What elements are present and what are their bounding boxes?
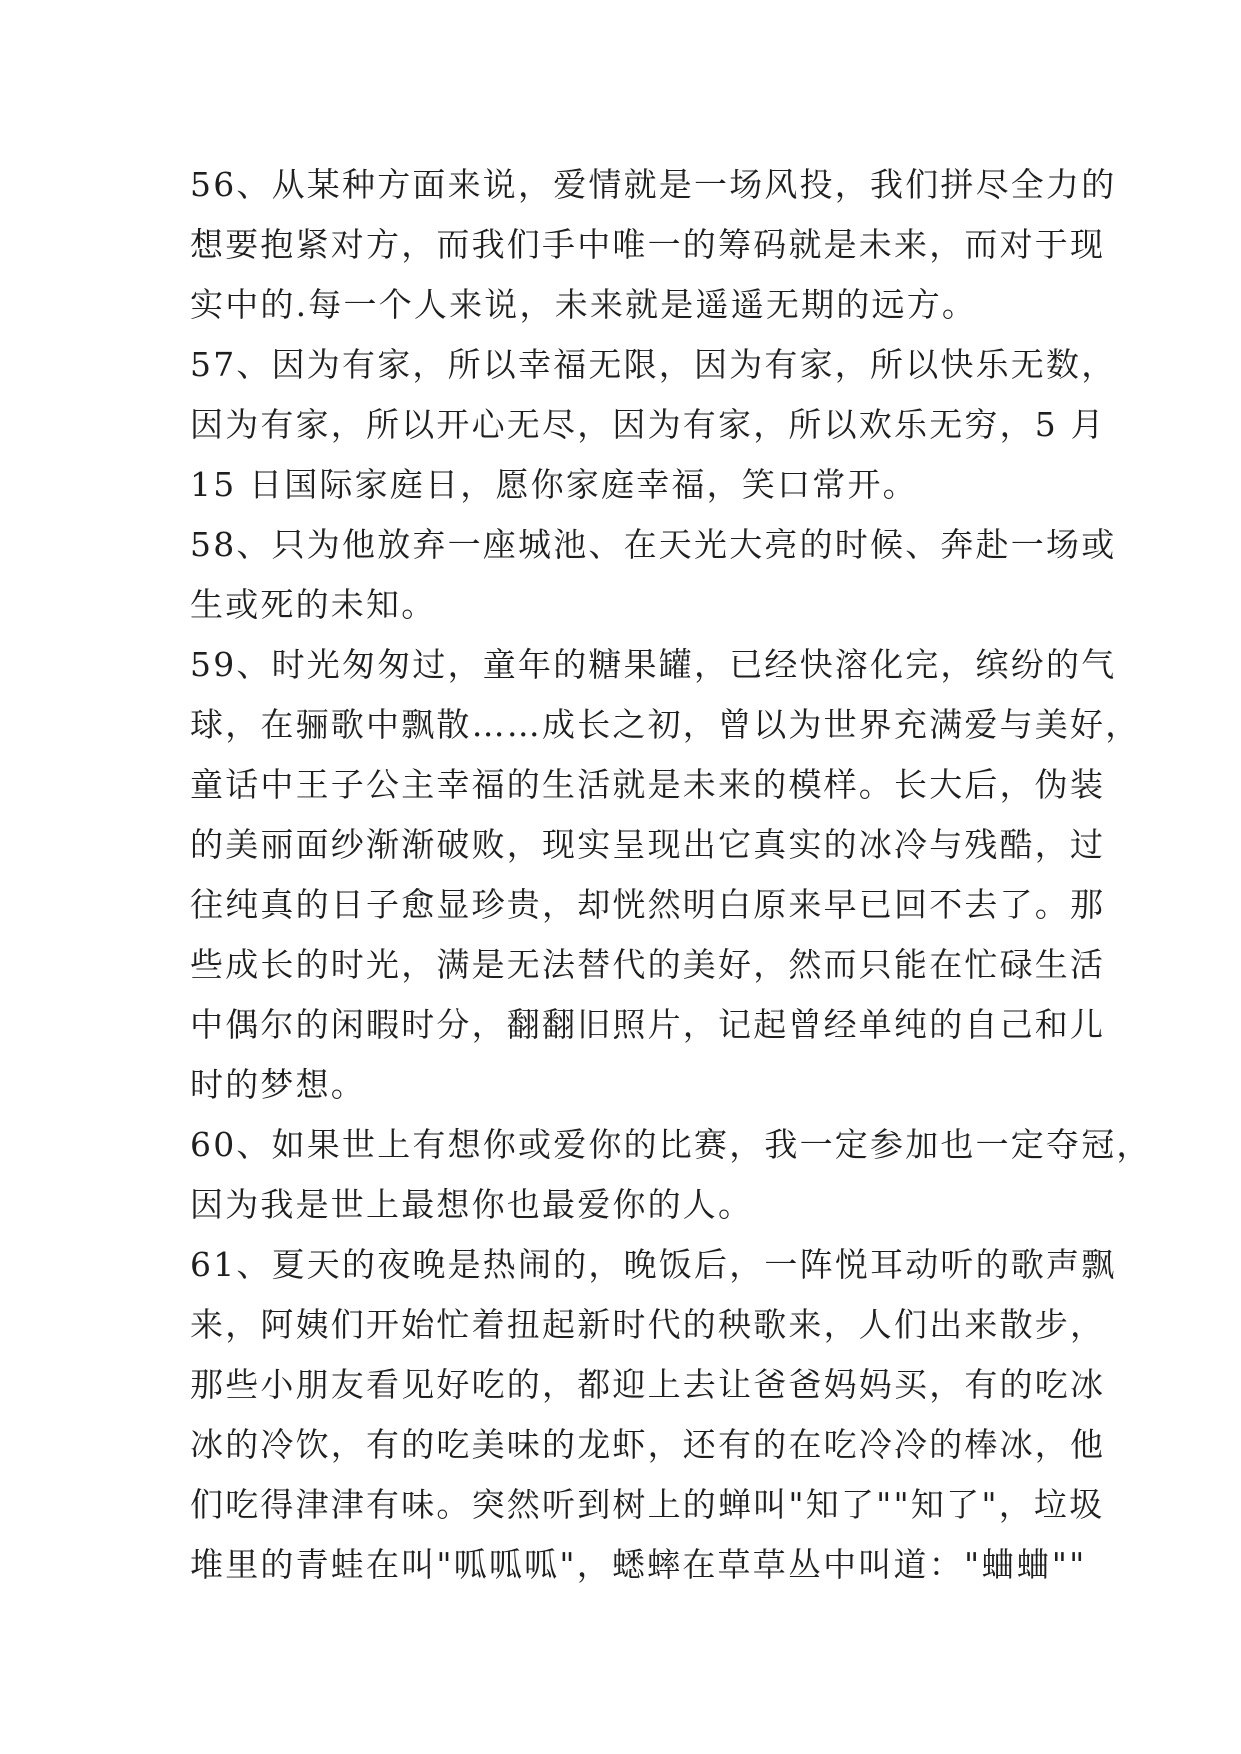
text-line: 生或死的未知。: [190, 585, 437, 624]
text-line: 冰的冷饮，有的吃美味的龙虾，还有的在吃冷冷的棒冰，他: [190, 1425, 1106, 1464]
text-line: 些成长的时光，满是无法替代的美好，然而只能在忙碌生活: [190, 945, 1106, 984]
text-line: 童话中王子公主幸福的生活就是未来的模样。长大后，伪装: [190, 765, 1106, 804]
text-line: 56、从某种方面来说，爱情就是一场风投，我们拼尽全力的: [190, 165, 1117, 204]
text-line: 想要抱紧对方，而我们手中唯一的筹码就是未来，而对于现: [190, 225, 1106, 264]
text-line: 往纯真的日子愈显珍贵，却恍然明白原来早已回不去了。那: [190, 885, 1106, 924]
text-line: 61、夏天的夜晚是热闹的，晚饭后，一阵悦耳动听的歌声飘: [190, 1245, 1117, 1284]
text-line: 来，阿姨们开始忙着扭起新时代的秧歌来，人们出来散步，: [190, 1305, 1106, 1344]
text-line: 因为有家，所以开心无尽，因为有家，所以欢乐无穷，5 月: [190, 405, 1106, 444]
text-line: 59、时光匆匆过，童年的糖果罐，已经快溶化完，缤纷的气: [190, 645, 1117, 684]
text-line: 们吃得津津有味。突然听到树上的蝉叫"知了""知了"，垃圾: [190, 1485, 1105, 1524]
text-line: 60、如果世上有想你或爱你的比赛，我一定参加也一定夺冠，: [190, 1125, 1152, 1164]
text-line: 时的梦想。: [190, 1065, 366, 1104]
text-line: 中偶尔的闲暇时分，翻翻旧照片，记起曾经单纯的自己和儿: [190, 1005, 1106, 1044]
text-line: 15 日国际家庭日，愿你家庭幸福，笑口常开。: [190, 465, 918, 504]
text-line: 57、因为有家，所以幸福无限，因为有家，所以快乐无数，: [190, 345, 1117, 384]
text-line: 实中的.每一个人来说，未来就是遥遥无期的远方。: [190, 285, 978, 324]
text-line: 因为我是世上最想你也最爱你的人。: [190, 1185, 754, 1224]
text-line: 的美丽面纱渐渐破败，现实呈现出它真实的冰冷与残酷，过: [190, 825, 1106, 864]
text-line: 58、只为他放弃一座城池、在天光大亮的时候、奔赴一场或: [190, 525, 1117, 564]
text-line: 那些小朋友看见好吃的，都迎上去让爸爸妈妈买，有的吃冰: [190, 1365, 1106, 1404]
document-body: [190, 155, 1152, 1595]
text-line: 球，在骊歌中飘散……成长之初，曾以为世界充满爱与美好，: [190, 705, 1141, 744]
text-line: 堆里的青蛙在叫"呱呱呱"，蟋蟀在草草丛中叫道："蛐蛐"": [190, 1545, 1087, 1584]
